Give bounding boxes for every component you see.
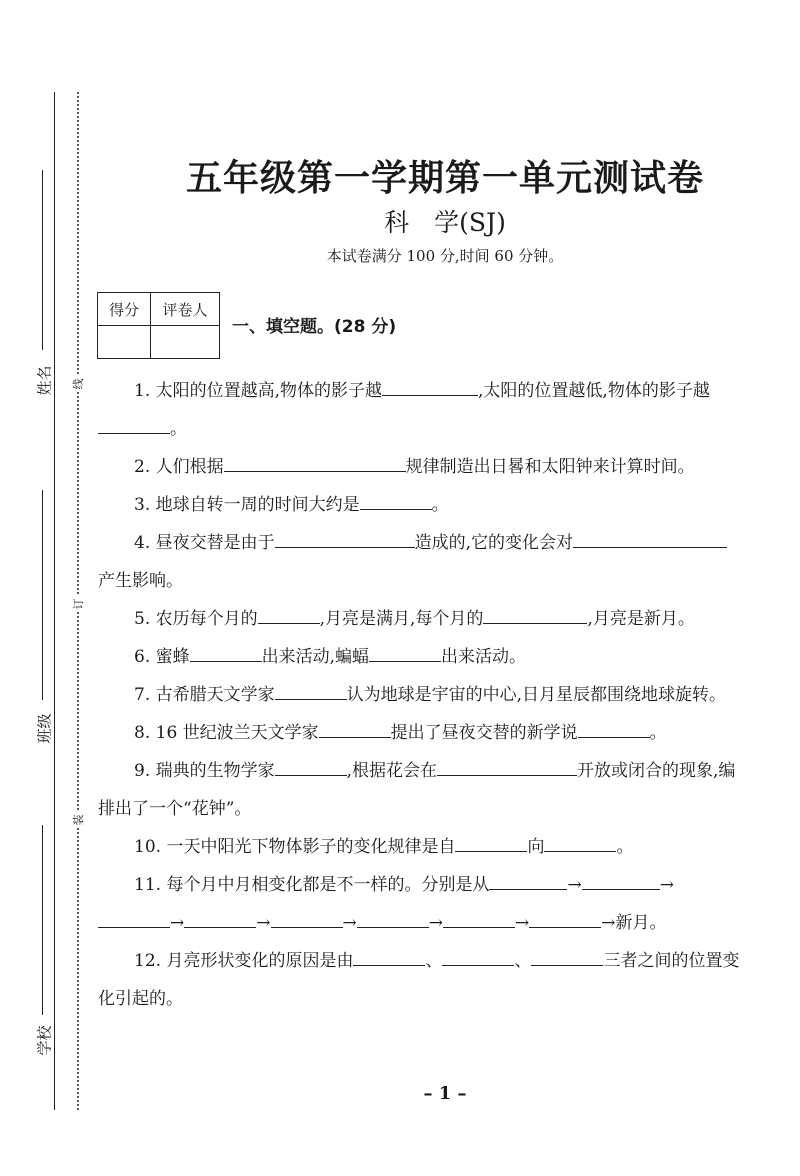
answer-blank[interactable] xyxy=(224,451,406,472)
answer-blank[interactable] xyxy=(489,869,567,890)
answer-blank[interactable] xyxy=(258,603,320,624)
question-text: 造成的,它的变化会对 xyxy=(414,533,574,553)
answer-blank[interactable] xyxy=(529,907,601,928)
question-text: 12. 月亮形状变化的原因是由 xyxy=(134,951,354,971)
question-text: 认为地球是宇宙的中心,日月星辰都围绕地球旋转。 xyxy=(346,685,727,705)
binding-line xyxy=(54,92,55,1110)
exam-note: 本试卷满分 100 分,时间 60 分钟。 xyxy=(326,247,564,265)
score-label: 得分 xyxy=(98,293,151,326)
answer-blank[interactable] xyxy=(360,489,432,510)
question-9 xyxy=(98,752,740,828)
answer-blank[interactable] xyxy=(531,945,603,966)
answer-blank[interactable] xyxy=(190,641,262,662)
cut-mark-xian: 线 xyxy=(70,376,86,392)
answer-blank[interactable] xyxy=(275,679,347,700)
answer-blank[interactable] xyxy=(271,907,343,928)
question-text: →新月。 xyxy=(601,913,667,933)
question-4 xyxy=(98,524,740,600)
question-text: → xyxy=(659,875,674,895)
answer-blank[interactable] xyxy=(578,717,650,738)
answer-blank[interactable] xyxy=(98,907,170,928)
answer-blank[interactable] xyxy=(677,527,727,548)
question-text: 提出了昼夜交替的新学说 xyxy=(390,723,578,743)
question-text: 、 xyxy=(514,951,532,971)
answer-blank[interactable] xyxy=(275,755,347,776)
answer-blank[interactable] xyxy=(357,907,429,928)
question-text: 4. 昼夜交替是由于 xyxy=(134,533,275,553)
question-7 xyxy=(98,676,740,714)
question-text: 。 xyxy=(616,837,634,857)
question-text: 3. 地球自转一周的时间大约是 xyxy=(134,495,360,515)
question-text: 5. 农历每个月的 xyxy=(134,609,258,629)
cut-mark-ding: 订 xyxy=(70,596,86,612)
answer-blank[interactable] xyxy=(442,945,514,966)
answer-blank[interactable] xyxy=(443,907,515,928)
question-10 xyxy=(98,828,740,866)
answer-blank[interactable] xyxy=(573,527,677,548)
answer-blank[interactable] xyxy=(98,413,170,434)
question-text: → xyxy=(170,913,185,933)
question-text: 7. 古希腊天文学家 xyxy=(134,685,275,705)
question-text: 。 xyxy=(649,723,667,743)
answer-blank[interactable] xyxy=(437,755,577,776)
school-field-line[interactable] xyxy=(42,825,43,1015)
answer-blank[interactable] xyxy=(455,831,527,852)
question-text: 出来活动,蝙蝠 xyxy=(261,647,370,667)
question-text: 规律制造出日晷和太阳钟来计算时间。 xyxy=(405,457,695,477)
question-text: ,月亮是新月。 xyxy=(587,609,695,629)
question-text: 9. 瑞典的生物学家 xyxy=(134,761,275,781)
question-text: ,月亮是满月,每个月的 xyxy=(319,609,484,629)
question-12 xyxy=(98,942,740,1018)
answer-blank[interactable] xyxy=(319,717,391,738)
answer-blank[interactable] xyxy=(275,527,415,548)
question-5 xyxy=(98,600,740,638)
section-heading: 一、填空题。(28 分) xyxy=(232,317,397,337)
answer-blank[interactable] xyxy=(353,945,425,966)
question-text: 1. 太阳的位置越高,物体的影子越 xyxy=(134,381,383,401)
question-text: ,太阳的位置越低,物体的影子越 xyxy=(478,381,710,401)
question-8 xyxy=(98,714,740,752)
grader-label: 评卷人 xyxy=(151,293,220,326)
question-text: 。 xyxy=(431,495,449,515)
class-field-line[interactable] xyxy=(42,490,43,700)
exam-title: 五年级第一学期第一单元测试卷 xyxy=(185,157,704,199)
grader-cell[interactable] xyxy=(151,326,220,359)
score-table xyxy=(97,292,220,359)
question-text: → xyxy=(428,913,443,933)
answer-blank[interactable] xyxy=(544,831,616,852)
page-number: – 1 – xyxy=(423,1083,467,1104)
answer-blank[interactable] xyxy=(582,869,660,890)
exam-subject: 科 学(SJ) xyxy=(384,208,506,237)
question-text: 。 xyxy=(170,419,187,439)
question-text: 6. 蜜蜂 xyxy=(134,647,190,667)
question-text: 开放或闭合的现象,编排出了一个“花钟”。 xyxy=(98,761,736,819)
answer-blank[interactable] xyxy=(184,907,256,928)
question-6 xyxy=(98,638,740,676)
question-3 xyxy=(98,486,740,524)
answer-blank[interactable] xyxy=(483,603,587,624)
question-text: 出来活动。 xyxy=(441,647,527,667)
class-field-label: 班级 xyxy=(35,713,54,744)
score-cell[interactable] xyxy=(98,326,151,359)
cut-mark-zhuang: 装 xyxy=(70,812,86,828)
question-text: → xyxy=(567,875,582,895)
question-list xyxy=(98,372,740,1018)
question-text: ,根据花会在 xyxy=(346,761,438,781)
answer-blank[interactable] xyxy=(382,375,478,396)
binding-margin xyxy=(0,0,90,1176)
question-text: 向 xyxy=(527,837,545,857)
question-text: 三者之间的位置变化引起的。 xyxy=(98,951,740,1009)
question-1 xyxy=(98,372,740,448)
name-field-label: 姓名 xyxy=(35,365,54,396)
question-2 xyxy=(98,448,740,486)
question-text: → xyxy=(342,913,357,933)
question-text: 2. 人们根据 xyxy=(134,457,224,477)
question-text: 10. 一天中阳光下物体影子的变化规律是自 xyxy=(134,837,456,857)
school-field-label: 学校 xyxy=(35,1025,54,1056)
question-11 xyxy=(98,866,740,942)
question-text: → xyxy=(256,913,271,933)
question-text: 8. 16 世纪波兰天文学家 xyxy=(134,723,319,743)
question-text: 产生影响。 xyxy=(98,571,183,591)
question-text: 11. 每个月中月相变化都是不一样的。分别是从 xyxy=(134,875,490,895)
name-field-line[interactable] xyxy=(42,170,43,350)
answer-blank[interactable] xyxy=(369,641,441,662)
question-text: 、 xyxy=(425,951,443,971)
question-text: → xyxy=(515,913,530,933)
